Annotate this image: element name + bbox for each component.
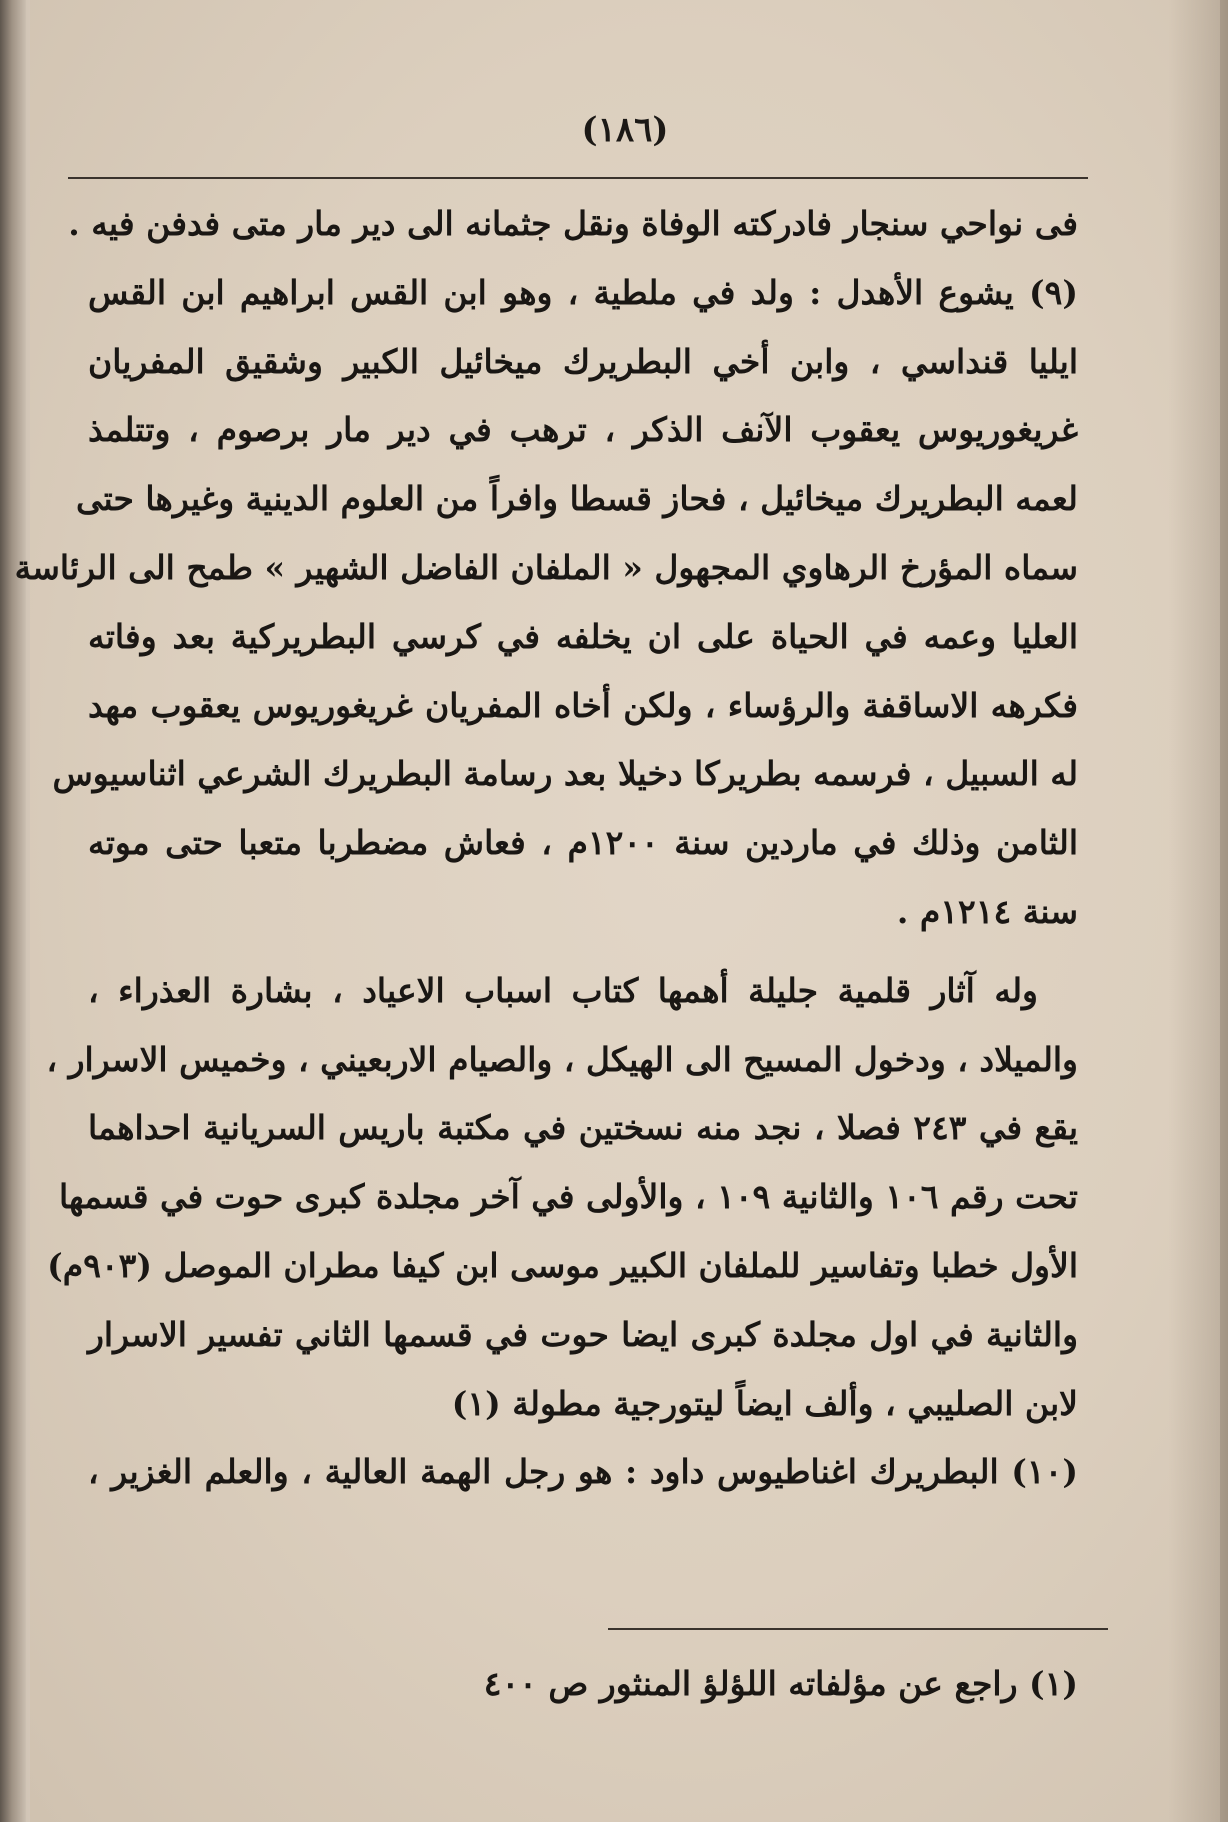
paragraph: [88, 1438, 1078, 1507]
text-line: والميلاد ، ودخول المسيح الى الهيكل ، والصيام الاربعيني ، وخميس الاسرار ،: [46, 1039, 1078, 1079]
text-line: (٩) يشوع الأهدل : ولد في ملطية ، وهو ابن القس ابراهيم ابن القس: [88, 272, 1078, 312]
text-line: الأول خطبا وتفاسير للملفان الكبير موسى ابن كيفا مطران الموصل (٩٠٣م): [47, 1245, 1078, 1285]
facing-page-edge: [0, 0, 26, 1822]
text-line: ايليا قنداسي ، وابن أخي البطريرك ميخائيل الكبير وشقيق المفريان: [88, 341, 1078, 381]
text-line: سماه المؤرخ الرهاوي المجهول « الملفان الفاضل الشهير » طمح الى الرئاسة: [14, 547, 1078, 587]
text-line: وله آثار قلمية جليلة أهمها كتاب اسباب الاعياد ، بشارة العذراء ،: [88, 970, 1038, 1010]
footnote-rule: [608, 1628, 1108, 1630]
text-line: لابن الصليبي ، وألف ايضاً ليتورجية مطولة (١): [451, 1383, 1078, 1423]
text-line: (١٠) البطريرك اغناطيوس داود : هو رجل الهمة العالية ، والعلم الغزير ،: [88, 1452, 1078, 1492]
header-rule: [68, 177, 1088, 179]
text-line: العليا وعمه في الحياة على ان يخلفه في كرسي البطريركية بعد وفاته: [88, 616, 1078, 656]
text-line: لعمه البطريرك ميخائيل ، فحاز قسطا وافراً من العلوم الدينية وغيرها حتى: [76, 479, 1078, 519]
text-line: تحت رقم ١٠٦ والثانية ١٠٩ ، والأولى في آخر مجلدة كبرى حوت في قسمها: [58, 1177, 1078, 1217]
text-line: يقع في ٢٤٣ فصلا ، نجد منه نسختين في مكتبة باريس السريانية احداهما: [88, 1108, 1079, 1148]
paragraph: [46, 957, 1079, 1439]
paragraph: [14, 259, 1078, 947]
text-line: فكرهه الاساقفة والرؤساء ، ولكن أخاه المفريان غريغوريوس يعقوب مهد: [88, 685, 1078, 725]
footnote: (١) راجع عن مؤلفاته اللؤلؤ المنثور ص ٤٠٠: [483, 1664, 1078, 1703]
text-line: سنة ١٢١٤م .: [896, 891, 1078, 931]
body-text: [14, 190, 1079, 1507]
book-page: [14, 0, 1220, 1822]
paragraph-gap: [88, 947, 1078, 957]
text-line: الثامن وذلك في ماردين سنة ١٢٠٠م ، فعاش مضطربا متعبا حتى موته: [88, 823, 1078, 863]
text-line: له السبيل ، فرسمه بطريركا دخيلا بعد رسامة البطريرك الشرعي اثناسيوس: [52, 754, 1078, 794]
text-line: والثانية في اول مجلدة كبرى ايضا حوت في قسمها الثاني تفسير الاسرار: [88, 1314, 1078, 1354]
text-line: فی نواحي سنجار فادرکته الوفاة ونقل جثمانه الى دير مار متى فدفن فيه .: [68, 204, 1078, 243]
paragraph: [68, 190, 1078, 259]
text-line: غريغوريوس يعقوب الآنف الذكر ، ترهب في دير مار برصوم ، وتتلمذ: [88, 410, 1078, 450]
page-number: (١٨٦): [581, 110, 669, 150]
